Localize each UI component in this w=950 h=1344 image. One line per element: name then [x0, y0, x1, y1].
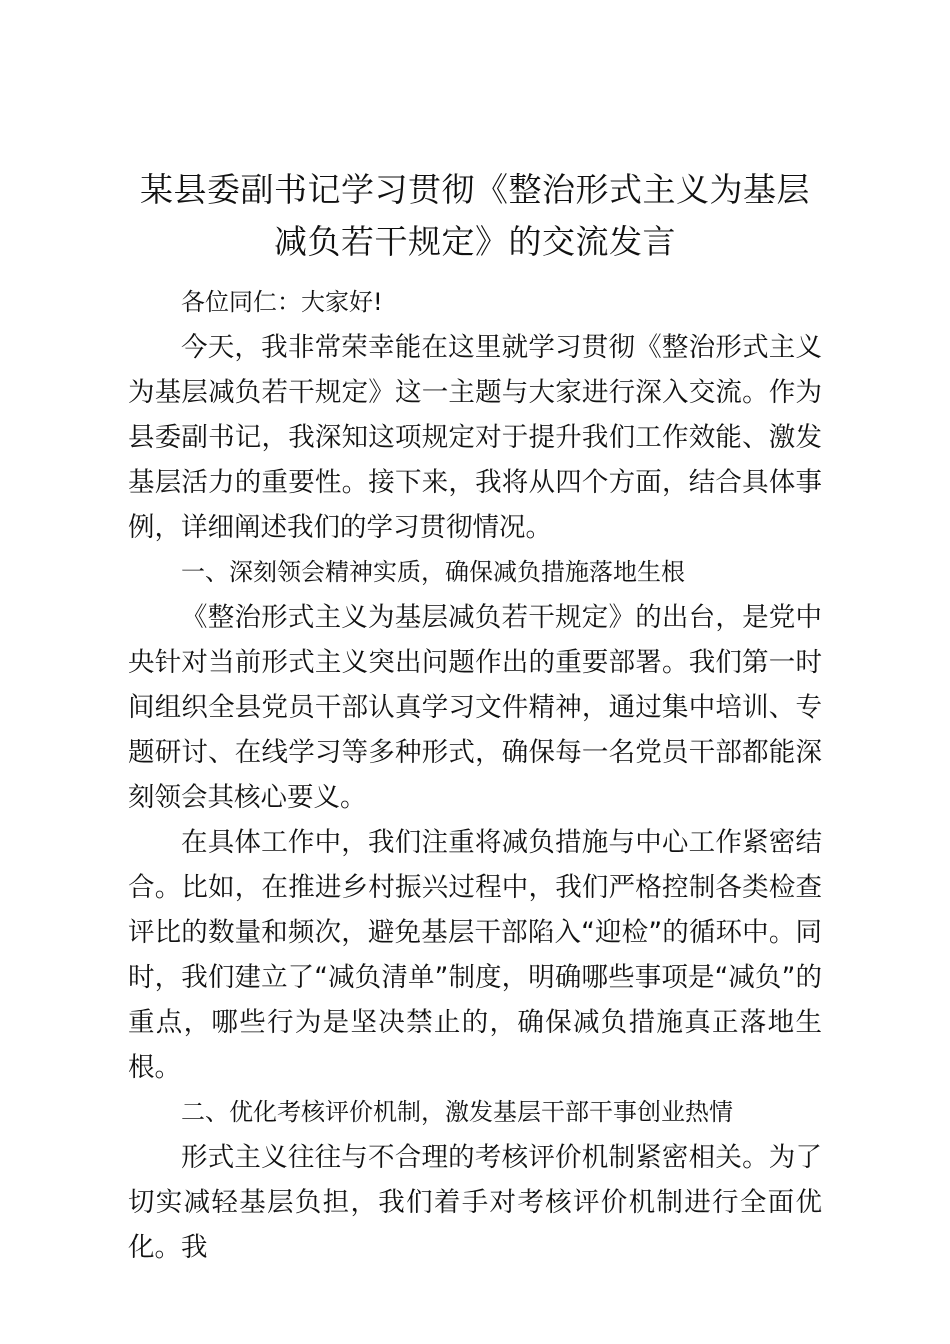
paragraph-greeting: 各位同仁：大家好!	[181, 288, 383, 316]
paragraph-section1-a: 《整治形式主义为基层减负若干规定》的出台，是党中央针对当前形式主义突出问题作出的重要部署。我们第一时间组织全县党员干部认真学习文件精神，通过集中培训、专题研讨、在线学习等多种形式，确保每一名党员干部都能深刻领会其核心要义。	[128, 602, 822, 813]
paragraph-intro: 今天，我非常荣幸能在这里就学习贯彻《整治形式主义为基层减负若干规定》这一主题与大家进行深入交流。作为县委副书记，我深知这项规定对于提升我们工作效能、激发基层活力的重要性。接下来，我将从四个方面，结合具体事例，详细阐述我们的学习贯彻情况。	[128, 332, 822, 543]
document-title: 某县委副书记学习贯彻《整治形式主义为基层减负若干规定》的交流发言	[140, 170, 810, 261]
document-body	[128, 280, 822, 1270]
paragraph-section1-b: 在具体工作中，我们注重将减负措施与中心工作紧密结合。比如，在推进乡村振兴过程中，我们严格控制各类检查评比的数量和频次，避免基层干部陷入“迎检”的循环中。同时，我们建立了“减负清单”制度，明确哪些事项是“减负”的重点，哪些行为是坚决禁止的，确保减负措施真正落地生根。	[128, 827, 822, 1083]
paragraph-section2-a: 形式主义往往与不合理的考核评价机制紧密相关。为了切实减轻基层负担，我们着手对考核评价机制进行全面优化。我	[128, 1142, 822, 1263]
section-heading-2: 二、优化考核评价机制，激发基层干部干事创业热情	[181, 1098, 733, 1126]
section-heading-1: 一、深刻领会精神实质，确保减负措施落地生根	[181, 558, 685, 586]
